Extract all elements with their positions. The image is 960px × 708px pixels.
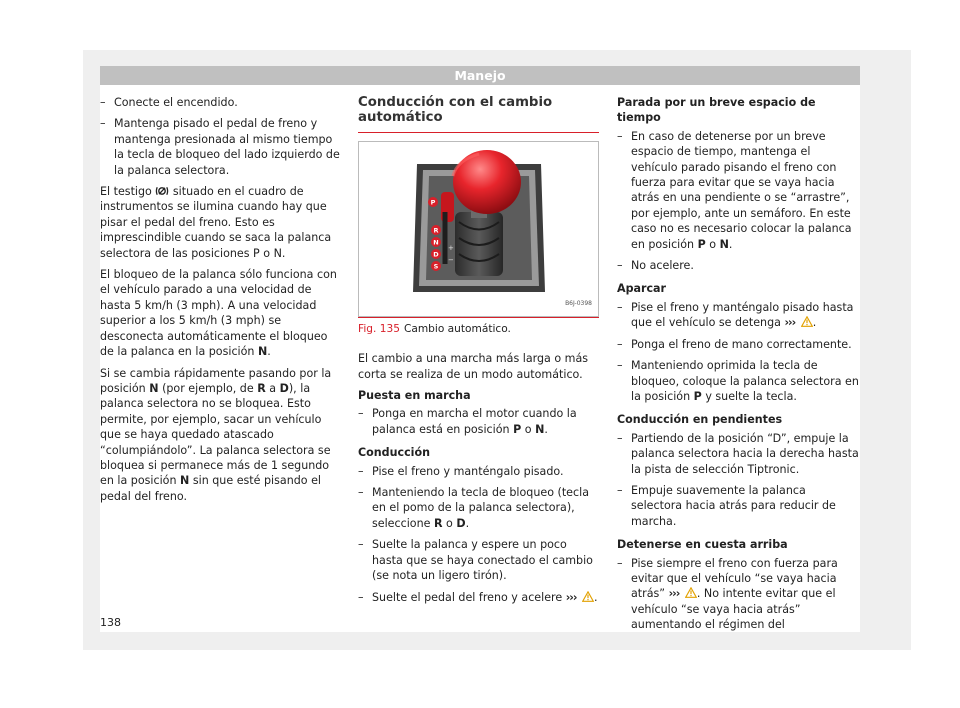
text: No intente evitar que el vehículo “se vaya hacia atrás” aumentando el régimen del xyxy=(631,587,836,632)
text: En caso de detenerse por un breve espacio de tiempo, mantenga el vehículo parado pisando el freno con fuerza para evitar que se vaya hacia atrás en una pendiente o se “arrastre”, por ejemplo, ante un semáforo. En este caso no es necesario colocar la palanca en posición xyxy=(631,129,852,251)
paragraph xyxy=(100,267,341,359)
list-item: – Pise siempre el freno con fuerza para evitar que el vehículo “se vaya hacia atrás” ››› . No intente evitar que el vehículo “se vaya hacia atrás” aumentando el régimen del xyxy=(617,556,859,633)
text: o xyxy=(446,516,453,530)
gear-letter: N xyxy=(149,381,159,395)
text: Manteniendo la tecla de bloqueo (tecla en el pomo de la palanca selectora), seleccione xyxy=(372,486,589,530)
text: ), la palanca selectora no se bloquea. Esto permite, por ejemplo, sacar un vehículo que se haya quedado atascado “columpiándolo”. La palanca selectora se bloquea si permanece más de 1 segundo en la posición xyxy=(100,381,331,488)
subheading: Detenerse en cuesta arriba xyxy=(617,538,788,552)
gear-letter: D xyxy=(279,381,289,395)
text: o xyxy=(709,237,717,251)
gear-label-s: S xyxy=(433,262,439,271)
gear-letter: P xyxy=(697,237,706,251)
header-title: Manejo xyxy=(454,68,506,83)
tiptronic-minus: − xyxy=(448,255,454,264)
brake-warning-lamp-icon xyxy=(155,186,169,196)
text: . xyxy=(465,516,470,530)
warning-triangle-icon xyxy=(582,591,594,602)
subheading: Conducción en pendientes xyxy=(617,413,783,427)
text: Empuje suavemente la palanca selectora hacia atrás para reducir de marcha. xyxy=(631,483,836,528)
gear-position-d xyxy=(431,249,441,259)
text: El bloqueo de la palanca sólo funciona con el vehículo parado a una velocidad de hasta 5 km/h (3 mph). A una velocidad superior a los 5 km/h (3 mph) se desconecta automáticamente el bloqueo de la palanca en la posición xyxy=(100,268,337,359)
warning-triangle-icon xyxy=(685,587,697,598)
text: El testigo xyxy=(100,185,152,199)
text: . xyxy=(544,422,548,436)
cross-reference-link[interactable]: ››› xyxy=(784,316,796,330)
gear-letter: N xyxy=(180,474,190,488)
gear-position-r xyxy=(431,225,441,235)
gear-letter: N xyxy=(535,422,545,436)
figure-caption-text: Cambio automático. xyxy=(403,322,511,335)
subheading: Conducción xyxy=(358,446,430,460)
column-2 xyxy=(358,95,599,611)
text: Suelte la palanca y espere un poco hasta que se haya conectado el cambio (se nota un ligero tirón). xyxy=(372,538,593,583)
list-item: – Suelte el pedal del freno y acelere ››› . xyxy=(358,590,599,605)
list-item-text: Conecte el encendido. xyxy=(114,96,238,109)
list-item xyxy=(358,537,599,583)
text: a xyxy=(269,381,277,395)
tiptronic-plus: + xyxy=(448,243,454,252)
list-item xyxy=(358,464,599,479)
text: Suelte el pedal del freno y acelere xyxy=(372,590,563,604)
subheading: Puesta en marcha xyxy=(358,389,471,403)
gear-position-p xyxy=(428,197,438,207)
gear-selector-illustration xyxy=(359,142,598,316)
list-item: – Pise el freno y manténgalo pisado hasta que el vehículo se detenga ››› . xyxy=(617,300,859,331)
cross-reference-link[interactable]: ››› xyxy=(668,587,680,601)
list-item xyxy=(617,358,859,404)
column-3 xyxy=(617,95,859,639)
paragraph xyxy=(100,184,341,261)
list-item xyxy=(358,485,599,531)
text: Pise el freno y manténgalo pisado. xyxy=(372,464,564,478)
figure-code: B6J-0398 xyxy=(565,300,592,308)
gear-letter: N xyxy=(258,345,268,359)
text: Pise siempre el freno con fuerza para evitar que el vehículo “se vaya hacia atrás” xyxy=(631,556,838,601)
page-header xyxy=(100,66,860,85)
list-item xyxy=(617,129,859,252)
text: sin que esté pisando el pedal del freno. xyxy=(100,474,321,503)
subheading: Parada por un breve espacio de tiempo xyxy=(617,96,816,125)
gear-label-d: D xyxy=(433,250,439,259)
text: Ponga el freno de mano correctamente. xyxy=(631,337,852,351)
warning-triangle-icon xyxy=(801,316,813,327)
gear-letter: R xyxy=(257,381,266,395)
text: . xyxy=(267,345,271,359)
subheading: Aparcar xyxy=(617,282,667,296)
paragraph: El cambio a una marcha más larga o más corta se realiza de un modo automático. xyxy=(358,352,589,381)
text: Pise el freno y manténgalo pisado hasta que el vehículo se detenga xyxy=(631,300,854,330)
paragraph xyxy=(100,366,341,505)
list-item xyxy=(617,258,859,273)
figure-number: Fig. 135 xyxy=(358,322,400,335)
figure-caption xyxy=(358,317,599,337)
gear-letter: R xyxy=(433,516,443,530)
section-title: Conducción con el cambio automático xyxy=(358,95,599,133)
gear-position-n xyxy=(431,237,441,247)
text: . xyxy=(728,237,733,251)
gear-label-p: P xyxy=(430,198,436,207)
list-item xyxy=(358,406,599,437)
text: y suelte la tecla. xyxy=(705,389,797,403)
gear-letter: P xyxy=(693,389,702,403)
text: No acelere. xyxy=(631,259,694,273)
list-item xyxy=(100,95,341,110)
page-number: 138 xyxy=(100,616,121,629)
list-item xyxy=(617,431,859,477)
cross-reference-link[interactable]: ››› xyxy=(565,590,577,604)
column-1 xyxy=(100,95,341,510)
gear-letter: P xyxy=(513,422,522,436)
figure-gear-selector xyxy=(358,141,599,317)
list-item xyxy=(617,337,859,352)
text: Partiendo de la posición “D”, empuje la palanca selectora hacia la derecha hasta la pista de selección Tiptronic. xyxy=(631,431,859,476)
gear-label-r: R xyxy=(433,226,439,235)
text: situado en el cuadro de instrumentos se ilumina cuando hay que pisar el pedal del freno. Esto es imprescindible cuando se saca la palanca selectora de las posiciones P o N. xyxy=(100,185,332,260)
text: Manteniendo oprimida la tecla de bloqueo, coloque la palanca selectora en la posición xyxy=(631,359,859,403)
list-item xyxy=(617,483,859,529)
gear-letter: D xyxy=(456,516,466,530)
gear-letter: N xyxy=(719,237,729,251)
gear-label-n: N xyxy=(433,238,439,247)
list-item-text: Mantenga pisado el pedal de freno y mantenga presionada al mismo tiempo la tecla de bloqueo del lado izquierdo de la palanca selectora. xyxy=(114,117,340,177)
text: Si se cambia rápidamente pasando por la posición xyxy=(100,366,332,395)
list-item xyxy=(100,116,341,178)
text: o xyxy=(524,422,532,436)
gear-position-s xyxy=(431,261,441,271)
text: (por ejemplo, de xyxy=(162,381,254,395)
text: Ponga en marcha el motor cuando la palanca está en posición xyxy=(372,407,577,436)
